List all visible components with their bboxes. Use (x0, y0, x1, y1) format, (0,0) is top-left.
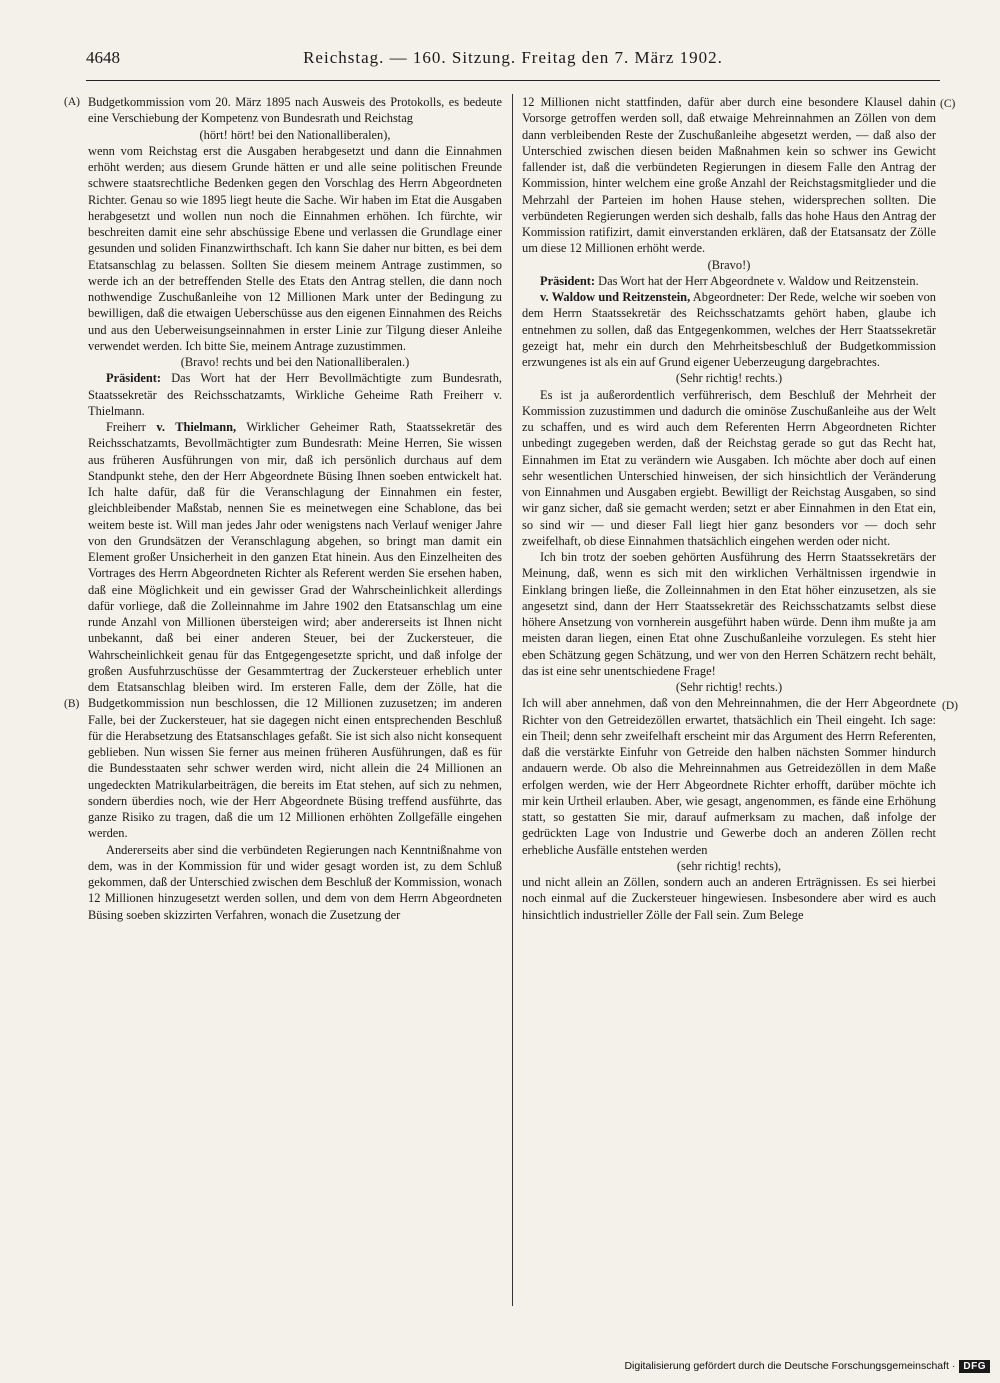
paragraph: wenn vom Reichstag erst die Ausgaben herabgesetzt und dann die Einnahmen erhöht werden; aus diesem Grunde hätten er und alle seine politischen Freunde schwere staatsrechtliche Bedenken gegen den Vorschlag des Herrn Abgeordneten Richter. Genau so wie 1895 liegt heute die Sache. Wir haben im Etat die Ausgaben herabgesetzt und wollen nun noch die Einnahmen erhöhen. Ich fürchte, wir beschreiten damit eine sehr abschüssige Ebene und verlassen die Grundlage einer gesunden und soliden Finanzwirthschaft. Ich kann Sie daher nur bitten, es bei dem Etatsanschlag zu belassen. Sollten Sie diesem meinem Antrage zustimmen, so werde ich an der betreffenden Stelle des Etats den Antrag stellen, die dann noch nothwendige Zuschußanleihe von 12 Millionen Mark unter der Bedingung zu bewilligen, daß die etwaigen Ueberschüsse aus den eigenen Einnahmen des Reichs und aus den Ueberweisungseinnahmen in erster Linie zur Tilgung dieser Anleihe verwendet werden. Ich bitte Sie, meinem Antrage zuzustimmen. (88, 143, 502, 353)
interjection: (Sehr richtig! rechts.) (675, 680, 783, 694)
paragraph: Andererseits aber sind die verbündeten Regierungen nach Kenntnißnahme von dem, was in der Kommission für und wider gesagt worden ist, zu dem Schluß gekommen, daß der Unterschied zwischen dem Beschluß der Kommission, wonach 12 Millionen hinzugesetzt werden sollen, und dem von dem Herrn Abgeordneten Büsing soeben skizzirten Verfahren, wonach die Zusetzung der (88, 842, 502, 922)
margin-letter-c: (C) (940, 98, 956, 110)
footer (624, 1357, 990, 1375)
interjection: (Bravo!) (707, 257, 751, 272)
paragraph (88, 419, 502, 842)
speaker-name: Präsident: (540, 273, 596, 288)
margin-letter-d: (D) (942, 700, 958, 712)
speaker-title: Freiherr (106, 420, 157, 434)
margin-letter-b: (B) (64, 698, 80, 710)
left-column (88, 94, 502, 923)
interjection: (Bravo! rechts und bei den Nationalliberalen.) (180, 355, 410, 369)
dfg-logo: DFG (959, 1360, 990, 1373)
interjection: (hört! hört! bei den Nationalliberalen), (199, 127, 391, 142)
paragraph: Ich bin trotz der soeben gehörten Ausführung des Herrn Staatssekretärs der Meinung, daß, wenn es sich mit den wirklichen Verhältnissen irgendwie in Einklang bringen ließe, die Zolleinnahmen in den Etat höher einzusetzen, als sie angesetzt sind, dann der Herr Staatssekretär des Reichsschatzamts selbst diese höhere Ansetzung von vornherein ausgeführt haben würde. Denn ihm mußte ja am meisten daran liegen, einen Etat ohne Zuschußanleihe vorzulegen. Es steht hier eben Schätzung gegen Schätzung, und wer von den Herren Schätzern recht behält, das ist eine sehr unentschiedene Frage! (522, 550, 936, 678)
speaker-name: v. Thielmann, (156, 420, 237, 434)
paragraph: 12 Millionen nicht stattfinden, dafür aber durch eine besondere Klausel dahin Vorsorge getroffen werden soll, daß etwaige Mehreinnahmen an Zöllen von dem dann verbleibenden Reste der Zuschußanleihe abgesetzt werden, — daß also der Unterschied zwischen diesen beiden Maßnahmen kein so schwer ins Gewicht fallender ist, daß die verbündeten Regierungen in diesem Falle den Antrag der Kommission, hinter welchem eine große Anzahl der Reichstagsmitglieder und die Mehrzahl der Parteien im hohen Hause stehen, widersprechen sollten. Die verbündeten Regierungen werden sich deshalb, falls das hohe Haus den Antrag der Kommission ratifizirt, damit einverstanden erklären, daß der Etatsansatz der Zölle um diese 12 Millionen erhöht werde. (522, 95, 936, 256)
column-divider (512, 94, 513, 1306)
right-column (522, 94, 936, 923)
paragraph (88, 370, 502, 419)
paragraph (522, 273, 936, 289)
header-rule (86, 80, 940, 81)
speech-text: Das Wort hat der Herr Abgeordnete v. Waldow und Reitzenstein. (595, 273, 919, 288)
speech-text: Abgeordneter: Der Rede, welche wir soeben von dem Herrn Staatssekretär des Reichsschatzamts gehört haben, glaube ich entnehmen zu sollen, daß das Entgegenkommen, welches der Herr Staatssekretär gezeigt hat, mehr ein durch den Mehrheitsbeschluß der Budgetkommission erzwungenes ist als ein auf Grund eigener Ueberzeugung dargebrachtes. (522, 290, 936, 369)
page-number: 4648 (86, 48, 120, 67)
funding-note: Digitalisierung gefördert durch die Deutsche Forschungsgemeinschaft · (624, 1360, 956, 1372)
interjection: (Sehr richtig! rechts.) (675, 371, 783, 386)
speaker-name: v. Waldow und Reitzenstein, (540, 290, 691, 304)
speech-text: Das Wort hat der Herr Bevollmächtigte zum Bundesrath, Staatssekretär des Reichsschatzamts, Wirkliche Geheime Rath Freiherr v. Thielmann. (88, 371, 502, 418)
interjection: (sehr richtig! rechts), (676, 858, 782, 873)
paragraph: Ich will aber annehmen, daß von den Mehreinnahmen, die der Herr Abgeordnete Richter von den Getreidezöllen erwartet, thatsächlich ein Theil eingeht. Ich sage: ein Theil; denn sehr zweifelhaft erscheint mir das Argument des Herrn Referenten, daß die verstärkte Einfuhr von Getreide den halben nächsten Sommer hindurch andauern werde. Ob also die Mehreinnahmen aus Getreidezöllen in dem Maße erfolgen werden, wie der Herr Abgeordnete Richter erhofft, darüber möchte ich mir kein Urtheil erlauben. Aber, wie gesagt, angenommen, es fände eine Erhöhung statt, so gestatten Sie mir, darauf aufmerksam zu machen, daß infolge der gedrückten Lage von Industrie und Gewerbe doch an anderen Zöllen recht erhebliche Ausfälle entstehen werden (522, 696, 936, 857)
paragraph (522, 289, 936, 370)
speech-text: Wirklicher Geheimer Rath, Staatssekretär des Reichsschatzamts, Bevollmächtigter zum Bundesrath: Meine Herren, Sie wissen aus früheren Ausführungen von mir, daß ich persönlich durchaus auf dem Standpunkt stehe, den der Herr Abgeordnete Büsing Ihnen soeben entwickelt hat. Ich halte dafür, daß für die Veranschlagung der Einnahmen ein fester, gleichbleibender Maßstab, nennen Sie es meinetwegen eine Schablone, das bei weitem beste ist. Will man jedes Jahr oder wenigstens nach Verlauf weniger Jahre von den Grundsätzen der Veranschlagung abgehen, so bringt man damit ein Element großer Unsicherheit in den ganzen Etat hinein. Aus den Einzelheiten des Vortrages des Herrn Abgeordneten Richter als Referent werden Sie ersehen haben, daß eine Möglichkeit und ein gewisser Grad der Wahrscheinlichkeit allerdings dafür vorliege, daß die Zolleinnahme im Jahre 1902 den Etatsanschlag um eine runde Anzahl von Millionen übersteigen wird; aber andererseits ist Ihnen nicht unbekannt, daß bei einer anderen Steuer, bei der Zuckersteuer, die Wahrscheinlichkeit genau für das Entgegengesetzte spricht, und daß infolge der großen Ausfuhrzuschüsse der Gesammtertrag der Zuckersteuer erheblich unter dem Etatsanschlag bleiben wird. Im ersteren Falle, dem der Zölle, hat die Budgetkommission nun beschlossen, die 12 Millionen zuzusetzen; im anderen Falle, bei der Zuckersteuer, hat sie dagegen nicht einen entsprechenden Beschluß für die Herabsetzung des Etatsanschlages gefaßt. Sie ist sich also nicht konsequent geblieben. Nun wissen Sie ferner aus meinen früheren Ausführungen, daß es für die Bundesstaaten sehr schwer werden wird, nicht allein die 24 Millionen an ungedeckten Matrikularbeiträgen, die bereits im Etat stehen, auf sich zu nehmen, sondern überdies noch, wie der Herr Abgeordnete Büsing treffend ausführte, das ganze Risiko zu tragen, daß die um 12 Millionen erhöhten Zollgefälle eingehen werden. (88, 420, 502, 841)
paragraph: Budgetkommission vom 20. März 1895 nach Ausweis des Protokolls, es bedeute eine Verschiebung der Kompetenz von Bundesrath und Reichstag (88, 95, 502, 126)
speaker-name: Präsident: (106, 371, 162, 386)
paragraph: Es ist ja außerordentlich verführerisch, dem Beschluß der Mehrheit der Kommission zuzustimmen und dadurch die ominöse Zuschußanleihe aus der Welt zu schaffen, und es wird auch dem Referenten Herrn Abgeordneten Richter unbedingt zugegeben werden, daß der Reichstag gerade so gut das Recht hat, Einnahmen im Etat zu verändern wie Ausgaben. Ich möchte aber doch auf einen sehr wesentlichen Unterschied hinweisen, der sich hinsichtlich der Veränderung von Einnahmen und Ausgaben ergiebt. Bewilligt der Reichstag Ausgaben, so sind wir ganz sicher, daß sie gemacht werden; setzt er aber Einnahmen in den Etat ein, so sind wir — und dieser Fall liegt hier ganz besonders vor — doch sehr zweifelhaft, ob diese Einnahmen thatsächlich eingehen werden oder nicht. (522, 387, 936, 548)
running-title: Reichstag. — 160. Sitzung. Freitag den 7. März 1902. (303, 48, 723, 67)
margin-letter-a: (A) (64, 96, 80, 108)
paragraph: und nicht allein an Zöllen, sondern auch an anderen Erträgnissen. Es sei hierbei noch einmal auf die Zuckersteuer hingewiesen. Insbesondere aber wird es auch hinsichtlich industrieller Zölle der Fall sein. Zum Belege (522, 875, 936, 922)
page-header (86, 48, 940, 70)
